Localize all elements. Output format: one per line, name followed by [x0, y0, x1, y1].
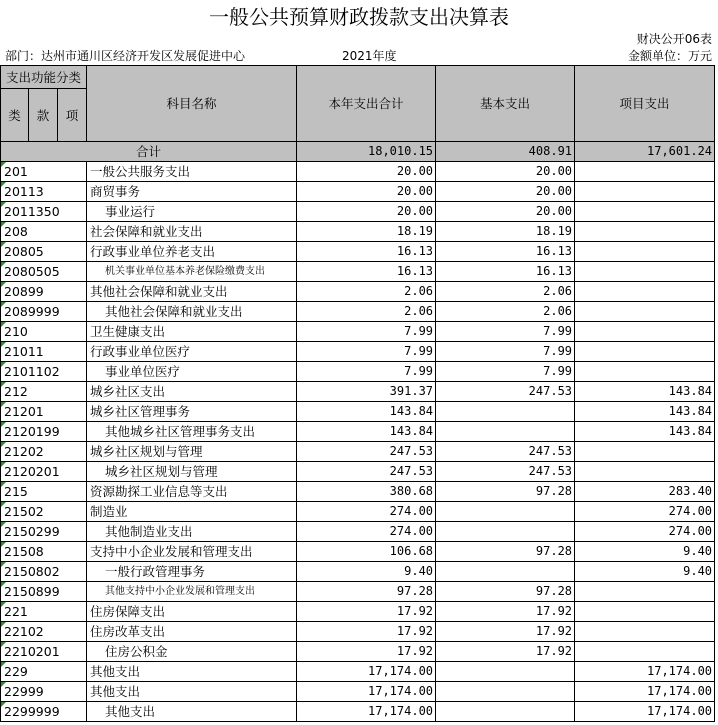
- row-subject: 其他社会保障和就业支出: [87, 302, 297, 322]
- row-code: 2101102: [1, 362, 87, 382]
- row-subject: 其他支出: [87, 702, 297, 722]
- basic-header: 基本支出: [436, 66, 575, 142]
- row-subject: 其他支持中小企业发展和管理支出: [87, 582, 297, 602]
- row-basic: [436, 402, 575, 422]
- table-row: [1, 502, 715, 522]
- row-basic: 20.00: [436, 162, 575, 182]
- row-total: 2.06: [297, 302, 436, 322]
- row-project: 143.84: [575, 382, 715, 402]
- row-basic: [436, 702, 575, 722]
- row-project: 17,174.00: [575, 682, 715, 702]
- row-project: [575, 462, 715, 482]
- table-row: [1, 622, 715, 642]
- row-project: [575, 442, 715, 462]
- row-subject: 机关事业单位基本养老保险缴费支出: [87, 262, 297, 282]
- row-basic: 20.00: [436, 182, 575, 202]
- kuan-header: 款: [29, 89, 58, 142]
- row-total: 143.84: [297, 402, 436, 422]
- row-basic: 2.06: [436, 282, 575, 302]
- row-basic: 247.53: [436, 462, 575, 482]
- row-total: 7.99: [297, 342, 436, 362]
- table-row: [1, 462, 715, 482]
- row-subject: 卫生健康支出: [87, 322, 297, 342]
- row-project: [575, 202, 715, 222]
- row-code: 20805: [1, 242, 87, 262]
- row-code: 21508: [1, 542, 87, 562]
- table-row: [1, 542, 715, 562]
- row-code: 20899: [1, 282, 87, 302]
- row-total: 7.99: [297, 322, 436, 342]
- row-basic: 16.13: [436, 262, 575, 282]
- row-total: 391.37: [297, 382, 436, 402]
- row-total: 106.68: [297, 542, 436, 562]
- row-project: [575, 222, 715, 242]
- report-meta: [2, 47, 716, 65]
- row-code: 21011: [1, 342, 87, 362]
- table-row: [1, 262, 715, 282]
- row-total: 17,174.00: [297, 662, 436, 682]
- row-project: [575, 582, 715, 602]
- row-total: 380.68: [297, 482, 436, 502]
- row-basic: 2.06: [436, 302, 575, 322]
- row-code: 2210201: [1, 642, 87, 662]
- row-subject: 社会保障和就业支出: [87, 222, 297, 242]
- row-project: 274.00: [575, 502, 715, 522]
- row-code: 210: [1, 322, 87, 342]
- row-project: [575, 322, 715, 342]
- row-code: 22999: [1, 682, 87, 702]
- func-class-header: 支出功能分类: [1, 66, 87, 89]
- row-total: 274.00: [297, 522, 436, 542]
- row-code: 2120199: [1, 422, 87, 442]
- row-basic: 247.53: [436, 382, 575, 402]
- table-row: [1, 562, 715, 582]
- row-project: [575, 342, 715, 362]
- table-row: [1, 422, 715, 442]
- row-basic: 16.13: [436, 242, 575, 262]
- row-project: 9.40: [575, 542, 715, 562]
- table-row: [1, 602, 715, 622]
- project-header: 项目支出: [575, 66, 715, 142]
- row-project: 17,174.00: [575, 662, 715, 682]
- row-total: 17.92: [297, 642, 436, 662]
- row-code: 2150899: [1, 582, 87, 602]
- total-sum: 18,010.15: [297, 142, 436, 162]
- row-code: 2150802: [1, 562, 87, 582]
- row-basic: 18.19: [436, 222, 575, 242]
- row-subject: 其他社会保障和就业支出: [87, 282, 297, 302]
- row-total: 247.53: [297, 462, 436, 482]
- row-code: 21201: [1, 402, 87, 422]
- row-basic: [436, 682, 575, 702]
- row-subject: 制造业: [87, 502, 297, 522]
- row-project: [575, 302, 715, 322]
- row-subject: 其他制造业支出: [87, 522, 297, 542]
- row-basic: 97.28: [436, 542, 575, 562]
- row-code: 21202: [1, 442, 87, 462]
- row-subject: 其他城乡社区管理事务支出: [87, 422, 297, 442]
- total-project: 17,601.24: [575, 142, 715, 162]
- row-subject: 行政事业单位养老支出: [87, 242, 297, 262]
- row-total: 18.19: [297, 222, 436, 242]
- row-subject: 城乡社区规划与管理: [87, 442, 297, 462]
- table-row: [1, 282, 715, 302]
- row-subject: 事业运行: [87, 202, 297, 222]
- row-basic: 17.92: [436, 642, 575, 662]
- row-project: [575, 242, 715, 262]
- row-project: [575, 182, 715, 202]
- row-code: 2299999: [1, 702, 87, 722]
- lei-header: 类: [1, 89, 29, 142]
- unit-label: 金额单位：万元: [627, 49, 712, 63]
- row-project: [575, 282, 715, 302]
- row-code: 229: [1, 662, 87, 682]
- total-basic: 408.91: [436, 142, 575, 162]
- row-total: 274.00: [297, 502, 436, 522]
- row-total: 16.13: [297, 262, 436, 282]
- row-code: 208: [1, 222, 87, 242]
- row-basic: 97.28: [436, 482, 575, 502]
- row-basic: 17.92: [436, 622, 575, 642]
- row-basic: [436, 422, 575, 442]
- row-basic: 7.99: [436, 322, 575, 342]
- row-code: 221: [1, 602, 87, 622]
- row-code: 21502: [1, 502, 87, 522]
- row-project: [575, 162, 715, 182]
- row-total: 16.13: [297, 242, 436, 262]
- row-code: 2150299: [1, 522, 87, 542]
- budget-table: [0, 65, 715, 722]
- report-number: 财决公开06表: [636, 32, 712, 46]
- row-subject: 住房改革支出: [87, 622, 297, 642]
- row-basic: 17.92: [436, 602, 575, 622]
- table-row: [1, 582, 715, 602]
- row-subject: 住房保障支出: [87, 602, 297, 622]
- table-row: [1, 442, 715, 462]
- table-row: [1, 162, 715, 182]
- row-total: 20.00: [297, 202, 436, 222]
- table-row: [1, 242, 715, 262]
- row-total: 97.28: [297, 582, 436, 602]
- total-row: [1, 142, 715, 162]
- row-project: [575, 602, 715, 622]
- row-basic: 20.00: [436, 202, 575, 222]
- row-total: 7.99: [297, 362, 436, 382]
- row-subject: 一般行政管理事务: [87, 562, 297, 582]
- row-project: 283.40: [575, 482, 715, 502]
- table-row: [1, 402, 715, 422]
- row-code: 2011350: [1, 202, 87, 222]
- row-subject: 事业单位医疗: [87, 362, 297, 382]
- report-title: 一般公共预算财政拨款支出决算表: [209, 5, 509, 29]
- row-project: 143.84: [575, 402, 715, 422]
- row-total: 143.84: [297, 422, 436, 442]
- row-total: 9.40: [297, 562, 436, 582]
- row-subject: 支持中小企业发展和管理支出: [87, 542, 297, 562]
- table-row: [1, 302, 715, 322]
- row-code: 2120201: [1, 462, 87, 482]
- table-row: [1, 522, 715, 542]
- row-project: 274.00: [575, 522, 715, 542]
- row-basic: 97.28: [436, 582, 575, 602]
- row-total: 17,174.00: [297, 682, 436, 702]
- total-header: 本年支出合计: [297, 66, 436, 142]
- row-project: [575, 262, 715, 282]
- row-subject: 行政事业单位医疗: [87, 342, 297, 362]
- row-basic: [436, 502, 575, 522]
- table-row: [1, 702, 715, 722]
- row-subject: 资源勘探工业信息等支出: [87, 482, 297, 502]
- row-code: 2080505: [1, 262, 87, 282]
- xiang-header: 项: [58, 89, 87, 142]
- row-subject: 住房公积金: [87, 642, 297, 662]
- year-label: 2021年度: [342, 49, 397, 63]
- row-total: 17,174.00: [297, 702, 436, 722]
- row-project: 9.40: [575, 562, 715, 582]
- row-code: 215: [1, 482, 87, 502]
- row-subject: 一般公共服务支出: [87, 162, 297, 182]
- table-row: [1, 362, 715, 382]
- table-row: [1, 382, 715, 402]
- row-project: 17,174.00: [575, 702, 715, 722]
- row-subject: 其他支出: [87, 682, 297, 702]
- row-total: 20.00: [297, 162, 436, 182]
- table-row: [1, 342, 715, 362]
- row-total: 17.92: [297, 602, 436, 622]
- table-row: [1, 662, 715, 682]
- subject-header: 科目名称: [87, 66, 297, 142]
- row-basic: 247.53: [436, 442, 575, 462]
- table-row: [1, 202, 715, 222]
- row-project: 143.84: [575, 422, 715, 442]
- table-row: [1, 682, 715, 702]
- row-project: [575, 362, 715, 382]
- row-total: 17.92: [297, 622, 436, 642]
- row-project: [575, 622, 715, 642]
- total-label: 合计: [1, 142, 297, 162]
- table-row: [1, 482, 715, 502]
- row-total: 20.00: [297, 182, 436, 202]
- row-code: 212: [1, 382, 87, 402]
- table-row: [1, 222, 715, 242]
- row-code: 2089999: [1, 302, 87, 322]
- row-basic: 7.99: [436, 342, 575, 362]
- row-basic: [436, 522, 575, 542]
- row-basic: [436, 562, 575, 582]
- row-code: 20113: [1, 182, 87, 202]
- row-subject: 商贸事务: [87, 182, 297, 202]
- table-row: [1, 322, 715, 342]
- row-subject: 城乡社区支出: [87, 382, 297, 402]
- row-basic: 7.99: [436, 362, 575, 382]
- row-code: 22102: [1, 622, 87, 642]
- row-subject: 其他支出: [87, 662, 297, 682]
- row-total: 2.06: [297, 282, 436, 302]
- row-subject: 城乡社区管理事务: [87, 402, 297, 422]
- row-subject: 城乡社区规划与管理: [87, 462, 297, 482]
- row-code: 201: [1, 162, 87, 182]
- row-basic: [436, 662, 575, 682]
- table-row: [1, 182, 715, 202]
- row-total: 247.53: [297, 442, 436, 462]
- row-project: [575, 642, 715, 662]
- department-label: 部门：达州市通川区经济开发区发展促进中心: [5, 49, 246, 63]
- table-row: [1, 642, 715, 662]
